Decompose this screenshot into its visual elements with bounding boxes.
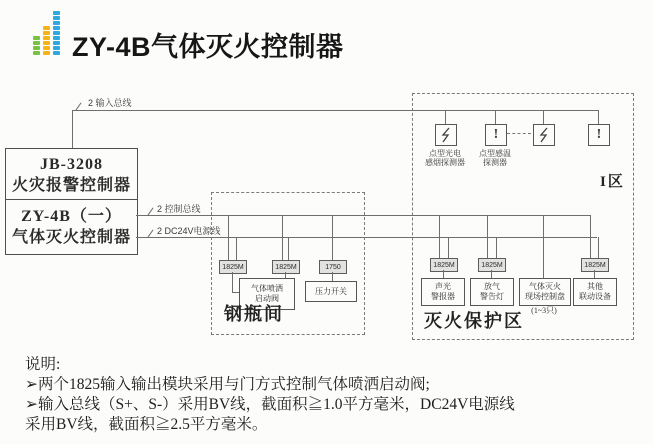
power-drop-line	[598, 237, 599, 260]
control-bus-line	[136, 215, 591, 216]
exclamation-icon: !	[493, 127, 499, 142]
notes-section	[25, 355, 635, 435]
controller-model: JB-3208	[40, 155, 103, 173]
smoke-detector-label: 点型光电 感烟探测器	[425, 149, 465, 167]
control-drop-line	[332, 215, 333, 260]
gas-controller-model: ZY-4B（一）	[21, 208, 122, 225]
input-bus-label: 2 输入总线	[88, 98, 132, 108]
detector-drop-line	[445, 110, 446, 124]
input-bus-riser	[72, 110, 73, 148]
lightning-icon	[440, 127, 452, 143]
module-device-line	[491, 270, 492, 278]
power-drop-line	[288, 237, 289, 260]
control-drop-line	[439, 215, 440, 260]
field-control-panel-box: 气体灭火 现场控制盘	[519, 278, 571, 306]
heat-detector-label: 点型感温 探测器	[479, 149, 511, 167]
heat-detector-box	[588, 124, 610, 146]
power-bus-line	[136, 237, 597, 238]
lightning-icon	[538, 127, 550, 143]
notes-line: ➢输入总线（S+、S-）采用BV线，截面积≧1.0平方毫米，DC24V电源线	[25, 396, 515, 413]
zone1-label: I区	[600, 174, 625, 190]
power-bus-label: 2 DC24V电源线	[157, 226, 221, 236]
gas-release-warning-light-box: 放气 警告灯	[470, 278, 514, 306]
control-panel-direct-line	[543, 215, 544, 278]
detector-drop-line	[495, 110, 496, 124]
module-device-line	[232, 272, 233, 292]
page-title: ZY-4B气体灭火控制器	[72, 32, 344, 62]
gas-controller-name: 气体灭火控制器	[11, 229, 131, 246]
detector-continuation-dashes	[507, 133, 531, 134]
other-linkage-device-box: 其他 联动设备	[573, 278, 617, 306]
smoke-detector-box	[533, 124, 555, 146]
heat-detector-box	[485, 124, 507, 146]
protection-zone-label: 灭火保护区	[424, 311, 524, 331]
fire-alarm-controller-box	[5, 148, 138, 201]
control-drop-line	[590, 215, 591, 260]
spray-start-valve-box: 气体喷洒 启动阀	[239, 278, 295, 310]
monitor-module: 1750	[319, 260, 347, 274]
io-module: 1825M	[430, 258, 458, 272]
io-module: 1825M	[478, 258, 506, 272]
cylinder-room-label: 钢瓶间	[224, 304, 284, 324]
power-drop-line	[448, 237, 449, 260]
control-drop-line	[487, 215, 488, 260]
io-module: 1825M	[581, 258, 609, 272]
control-bus-label: 2 控制总线	[157, 204, 201, 214]
module-device-line	[594, 270, 595, 278]
notes-title: 说明:	[25, 356, 61, 373]
smoke-detector-box	[435, 124, 457, 146]
exclamation-icon: !	[596, 127, 602, 142]
input-bus-line	[72, 110, 598, 111]
controller-name: 火灾报警控制器	[11, 176, 131, 194]
io-module: 1825M	[219, 260, 247, 274]
control-drop-line	[282, 215, 283, 260]
sound-light-alarm-box: 声光 警报器	[421, 278, 465, 306]
notes-line: 采用BV线，截面积≧2.5平方毫米。	[25, 416, 268, 433]
detector-drop-line	[543, 110, 544, 124]
module-device-line	[332, 272, 333, 281]
module-device-line	[443, 270, 444, 278]
power-drop-line	[496, 237, 497, 260]
detector-drop-line	[598, 110, 599, 124]
io-module: 1825M	[272, 260, 300, 274]
control-drop-line	[228, 215, 229, 260]
power-drop-line	[236, 237, 237, 260]
pressure-switch-box: 压力开关	[305, 281, 357, 302]
field-control-panel-count: (1~3只)	[531, 306, 557, 315]
gas-controller-box	[5, 199, 138, 255]
notes-line: ➢两个1825输入输出模块采用与门方式控制气体喷洒启动阀;	[25, 376, 430, 393]
